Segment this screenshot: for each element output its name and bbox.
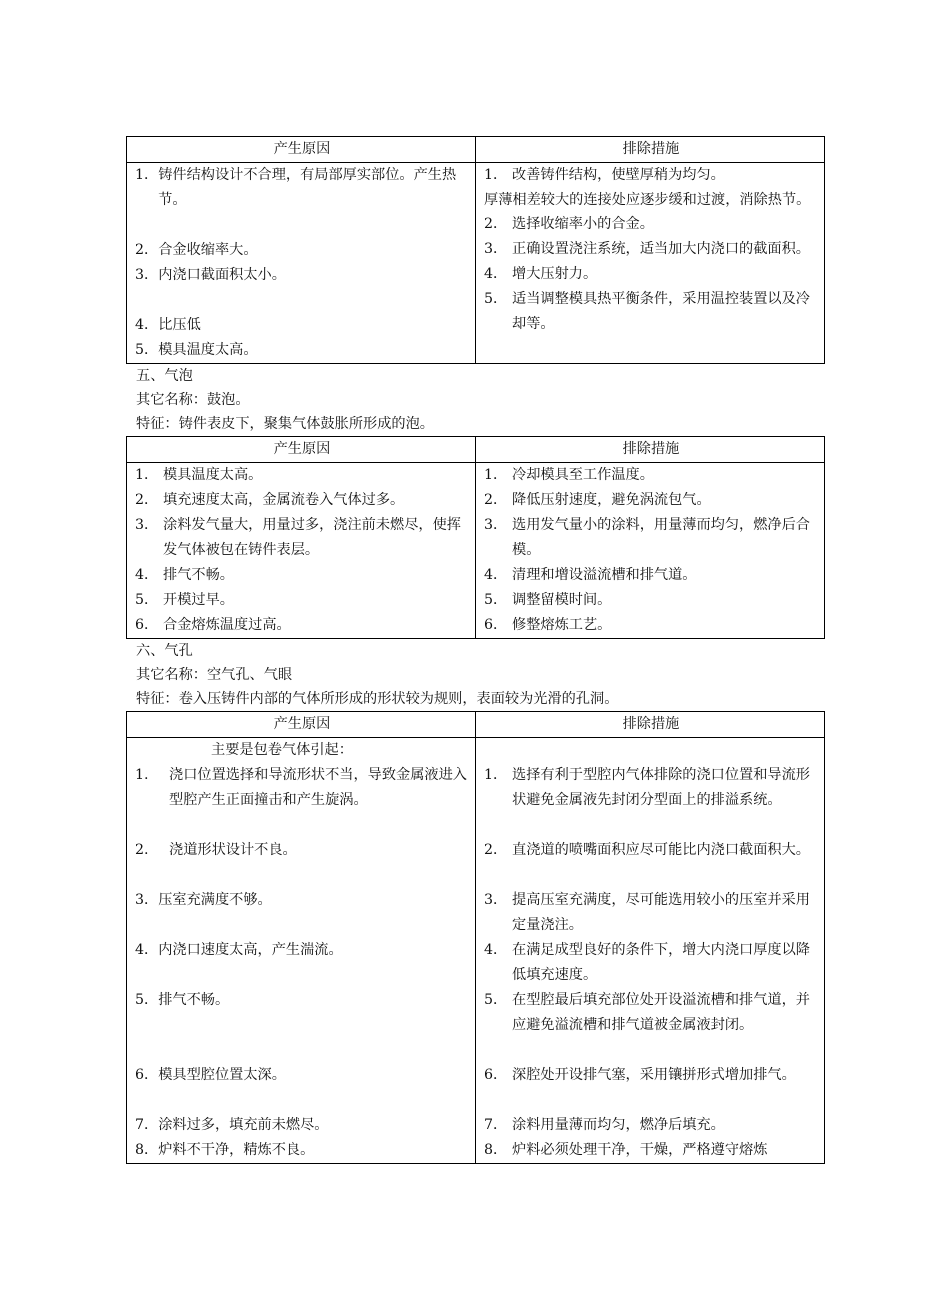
remedy-header: 排除措施 bbox=[476, 437, 825, 463]
list-item: 4． 排气不畅。 bbox=[135, 567, 234, 583]
list-item: 厚薄相差较大的连接处应逐步缓和过渡，消除热节。 bbox=[484, 192, 811, 208]
list-item: 1． 冷却模具至工作温度。 bbox=[484, 467, 654, 483]
list-item: 3． 选用发气量小的涂料，用量薄而均匀，燃净后合模。 bbox=[484, 517, 810, 558]
list-item: 3． 提高压室充满度，尽可能选用较小的压室并采用定量浇注。 bbox=[484, 892, 810, 933]
cause-header: 产生原因 bbox=[127, 137, 476, 163]
remedy-header: 排除措施 bbox=[476, 712, 825, 738]
cause-cell bbox=[127, 163, 476, 364]
list-item: 4． 比压低 bbox=[135, 317, 201, 333]
list-item: 7． 涂料用量薄而均匀，燃净后填充。 bbox=[484, 1117, 725, 1133]
list-item: 1. 浇口位置选择和导流形状不当，导致金属液进入型腔产生正面撞击和产生旋涡。 bbox=[135, 767, 467, 808]
list-item: 1． 模具温度太高。 bbox=[135, 467, 263, 483]
list-item: 5． 在型腔最后填充部位处开设溢流槽和排气道，并应避免溢流槽和排气道被金属液封闭。 bbox=[484, 992, 810, 1033]
list-item: 5． 调整留模时间。 bbox=[484, 592, 612, 608]
remedy-cell bbox=[476, 463, 825, 639]
list-item: 8． 炉料不干净，精炼不良。 bbox=[135, 1142, 315, 1158]
table-row bbox=[127, 163, 825, 364]
list-item: 2． 降低压射速度，避免涡流包气。 bbox=[484, 492, 711, 508]
list-item: 3． 内浇口截面积太小。 bbox=[135, 267, 286, 283]
list-item: 5． 排气不畅。 bbox=[135, 992, 230, 1008]
list-item: 8． 炉料必须处理干净，干燥，严格遵守熔炼 bbox=[484, 1142, 768, 1158]
table-header-row bbox=[127, 712, 825, 738]
remedy-cell bbox=[476, 738, 825, 1164]
list-item: 4． 清理和增设溢流槽和排气道。 bbox=[484, 567, 697, 583]
list-item: 6． 模具型腔位置太深。 bbox=[135, 1067, 286, 1083]
section-heading-porosity: 六、气孔 bbox=[136, 643, 193, 659]
defect-table-bubbles bbox=[126, 436, 825, 639]
other-name-porosity: 其它名称：空气孔、气眼 bbox=[136, 667, 293, 683]
list-item: 2． 直浇道的喷嘴面积应尽可能比内浇口截面积大。 bbox=[484, 842, 810, 858]
list-item: 5． 开模过早。 bbox=[135, 592, 234, 608]
feature-porosity: 特征：卷入压铸件内部的气体所形成的形状较为规则，表面较为光滑的孔洞。 bbox=[136, 691, 619, 707]
cause-header: 产生原因 bbox=[127, 437, 476, 463]
list-item: 3． 正确设置浇注系统，适当加大内浇口的截面积。 bbox=[484, 241, 810, 257]
list-item: 1． 铸件结构设计不合理，有局部厚实部位。产生热节。 bbox=[135, 167, 457, 208]
list-item: 6． 合金熔炼温度过高。 bbox=[135, 617, 291, 633]
table-row bbox=[127, 738, 825, 1164]
list-item: 2． 填充速度太高，金属流卷入气体过多。 bbox=[135, 492, 405, 508]
list-item: 3． 压室充满度不够。 bbox=[135, 892, 272, 908]
list-item: 2． 选择收缩率小的合金。 bbox=[484, 216, 654, 232]
table-header-row bbox=[127, 137, 825, 163]
list-item: 1． 选择有利于型腔内气体排除的浇口位置和导流形状避免金属液先封闭分型面上的排溢系统。 bbox=[484, 767, 810, 808]
list-item: 4． 在满足成型良好的条件下，增大内浇口厚度以降低填充速度。 bbox=[484, 942, 810, 983]
list-item: 7． 涂料过多，填充前未燃尽。 bbox=[135, 1117, 329, 1133]
remedy-header: 排除措施 bbox=[476, 137, 825, 163]
list-item: 4． 内浇口速度太高，产生湍流。 bbox=[135, 942, 343, 958]
list-item: 5． 适当调整模具热平衡条件，采用温控装置以及冷却等。 bbox=[484, 291, 810, 332]
list-item: 2. 浇道形状设计不良。 bbox=[135, 842, 297, 858]
list-item: 5． 模具温度太高。 bbox=[135, 342, 258, 358]
list-item: 2． 合金收缩率大。 bbox=[135, 242, 258, 258]
table-row bbox=[127, 463, 825, 639]
document-page bbox=[126, 136, 824, 1164]
defect-table-shrinkage bbox=[126, 136, 825, 364]
cause-intro: 主要是包卷气体引起： bbox=[211, 742, 353, 758]
feature-bubbles: 特征：铸件表皮下，聚集气体鼓胀所形成的泡。 bbox=[136, 416, 434, 432]
table-header-row bbox=[127, 437, 825, 463]
cause-cell bbox=[127, 738, 476, 1164]
list-item: 6． 修整熔炼工艺。 bbox=[484, 617, 612, 633]
remedy-cell bbox=[476, 163, 825, 364]
cause-header: 产生原因 bbox=[127, 712, 476, 738]
cause-cell bbox=[127, 463, 476, 639]
list-item: 6． 深腔处开设排气塞，采用镶拼形式增加排气。 bbox=[484, 1067, 796, 1083]
other-name-bubbles: 其它名称：鼓泡。 bbox=[136, 392, 250, 408]
defect-table-porosity bbox=[126, 711, 825, 1164]
section-heading-bubbles: 五、气泡 bbox=[136, 368, 193, 384]
list-item: 1． 改善铸件结构，使壁厚稍为均匀。 bbox=[484, 167, 725, 183]
list-item: 4． 增大压射力。 bbox=[484, 266, 598, 282]
list-item: 3． 涂料发气量大，用量过多，浇注前未燃尽，使挥发气体被包在铸件表层。 bbox=[135, 517, 461, 558]
